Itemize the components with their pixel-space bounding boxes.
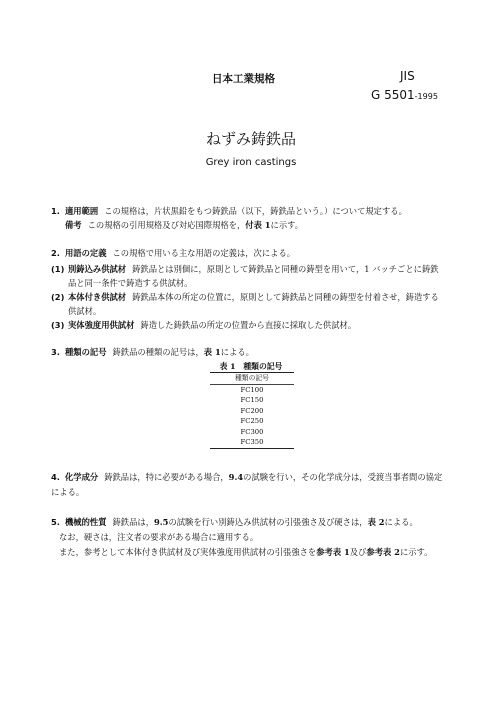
table-row: FC300 xyxy=(240,427,264,436)
table-1-caption: 表 1 種類の記号 xyxy=(219,362,283,371)
standard-number-year: -1995 xyxy=(414,92,438,101)
document-title-en: Grey iron castings xyxy=(205,157,297,168)
section-1-note-label: 備考 xyxy=(65,220,82,230)
section-3-text-a: 鋳鉄品の種類の記号は， xyxy=(112,347,204,357)
section-5-number: 5. xyxy=(51,517,60,527)
section-2-item-2-label: 本体付き供試材 xyxy=(68,292,127,302)
section-5-line3-text-b: 及び xyxy=(349,547,367,557)
section-1-label: 適用範囲 xyxy=(65,206,99,216)
section-2-item-1 xyxy=(51,263,439,275)
section-3-line xyxy=(51,346,254,358)
table-1 xyxy=(210,372,294,449)
section-4-number: 4. xyxy=(51,472,60,482)
section-1-note-text-a: この規格の引用規格及び対応国際規格を， xyxy=(87,220,246,230)
table-row: FC100 xyxy=(240,385,264,394)
section-2-item-2-number: (2) xyxy=(51,292,65,302)
section-1-line xyxy=(51,205,407,217)
section-5-text-c: による。 xyxy=(384,517,418,527)
section-2-item-3 xyxy=(51,319,356,331)
section-2-item-3-line1: 鋳造した鋳鉄品の所定の位置から直接に採取した供試材。 xyxy=(140,320,357,330)
section-4-line2: による。 xyxy=(51,487,85,497)
table-1-header: 種類の記号 xyxy=(210,373,294,385)
section-5-line1 xyxy=(51,516,418,528)
section-1-number: 1. xyxy=(51,206,60,216)
section-3-label: 種類の記号 xyxy=(65,347,107,357)
section-1-note-ref: 付表 1 xyxy=(245,220,271,230)
standard-number-code: G 5501 xyxy=(371,88,415,102)
standard-number xyxy=(371,84,438,103)
section-5-line3-ref: 参考表 1 xyxy=(316,547,350,557)
section-2-item-1-number: (1) xyxy=(51,264,65,274)
section-2-line xyxy=(51,247,295,259)
section-2-number: 2. xyxy=(51,248,60,258)
table-row: FC200 xyxy=(240,406,264,415)
table-row: FC250 xyxy=(240,417,264,425)
document-title-jp: ねずみ鋳鉄品 xyxy=(205,130,296,148)
section-4-label: 化学成分 xyxy=(65,472,99,482)
section-2-label: 用語の定義 xyxy=(65,248,107,258)
section-4-line1 xyxy=(51,471,442,483)
section-2-item-2-line1: 鋳鉄品本体の所定の位置に，原則として鋳鉄品と同種の鋳型を付着させ，鋳造する xyxy=(132,292,439,302)
section-2-item-2-line2: 供試材。 xyxy=(68,306,102,316)
section-2-item-2 xyxy=(51,291,439,303)
section-1-text: この規格は，片状黒鉛をもつ鋳鉄品（以下，鋳鉄品という。）について規定する。 xyxy=(104,206,407,216)
section-5-line2: なお，硬さは，注文者の要求がある場合に適用する。 xyxy=(59,532,259,542)
section-2-item-1-line1: 鋳鉄品とは別個に，原則として鋳鉄品と同種の鋳型を用いて，1 バッチごとに鋳鉄 xyxy=(132,264,439,274)
section-4-text-b: の試験を行い，その化学成分は，受渡当事者間の協定 xyxy=(243,472,443,482)
section-1-note-text-b: に示す。 xyxy=(270,220,304,230)
section-5-text-a: 鋳鉄品は， xyxy=(112,517,154,527)
table-row: FC350 xyxy=(240,438,264,446)
jis-label: JIS xyxy=(400,69,415,83)
table-row: FC150 xyxy=(240,396,264,404)
section-5-line3 xyxy=(59,546,432,558)
section-4-text-a: 鋳鉄品は，特に必要がある場合， xyxy=(104,472,229,482)
section-5-line3-ref-2: 参考表 2 xyxy=(366,547,400,557)
section-3-text-b: による。 xyxy=(220,347,254,357)
section-5-label: 機械的性質 xyxy=(65,517,107,527)
standard-category-title: 日本工業規格 xyxy=(212,73,275,85)
section-5-ref-2: 表 2 xyxy=(367,517,385,527)
section-2-item-3-label: 実体強度用供試材 xyxy=(68,320,135,330)
section-5-ref: 9.5 xyxy=(154,517,169,527)
section-2-item-1-line2: 品と同一条件で鋳造する供試材。 xyxy=(68,278,193,288)
section-5-line3-text-c: に示す。 xyxy=(399,547,433,557)
section-2-item-1-label: 別鋳込み供試材 xyxy=(68,264,127,274)
section-2-text: この規格で用いる主な用語の定義は，次による。 xyxy=(112,248,296,258)
section-3-ref: 表 1 xyxy=(203,347,221,357)
table-1-bottom-rule xyxy=(210,448,294,449)
section-4-ref: 9.4 xyxy=(228,472,244,482)
section-2-item-3-number: (3) xyxy=(51,320,65,330)
section-1-note xyxy=(65,219,303,231)
section-5-text-b: の試験を行い別鋳込み供試材の引張強さ及び硬さは， xyxy=(168,517,368,527)
section-3-number: 3. xyxy=(51,347,60,357)
section-5-line3-text-a: また，参考として本体付き供試材及び実体強度用供試材の引張強さを xyxy=(59,547,317,557)
